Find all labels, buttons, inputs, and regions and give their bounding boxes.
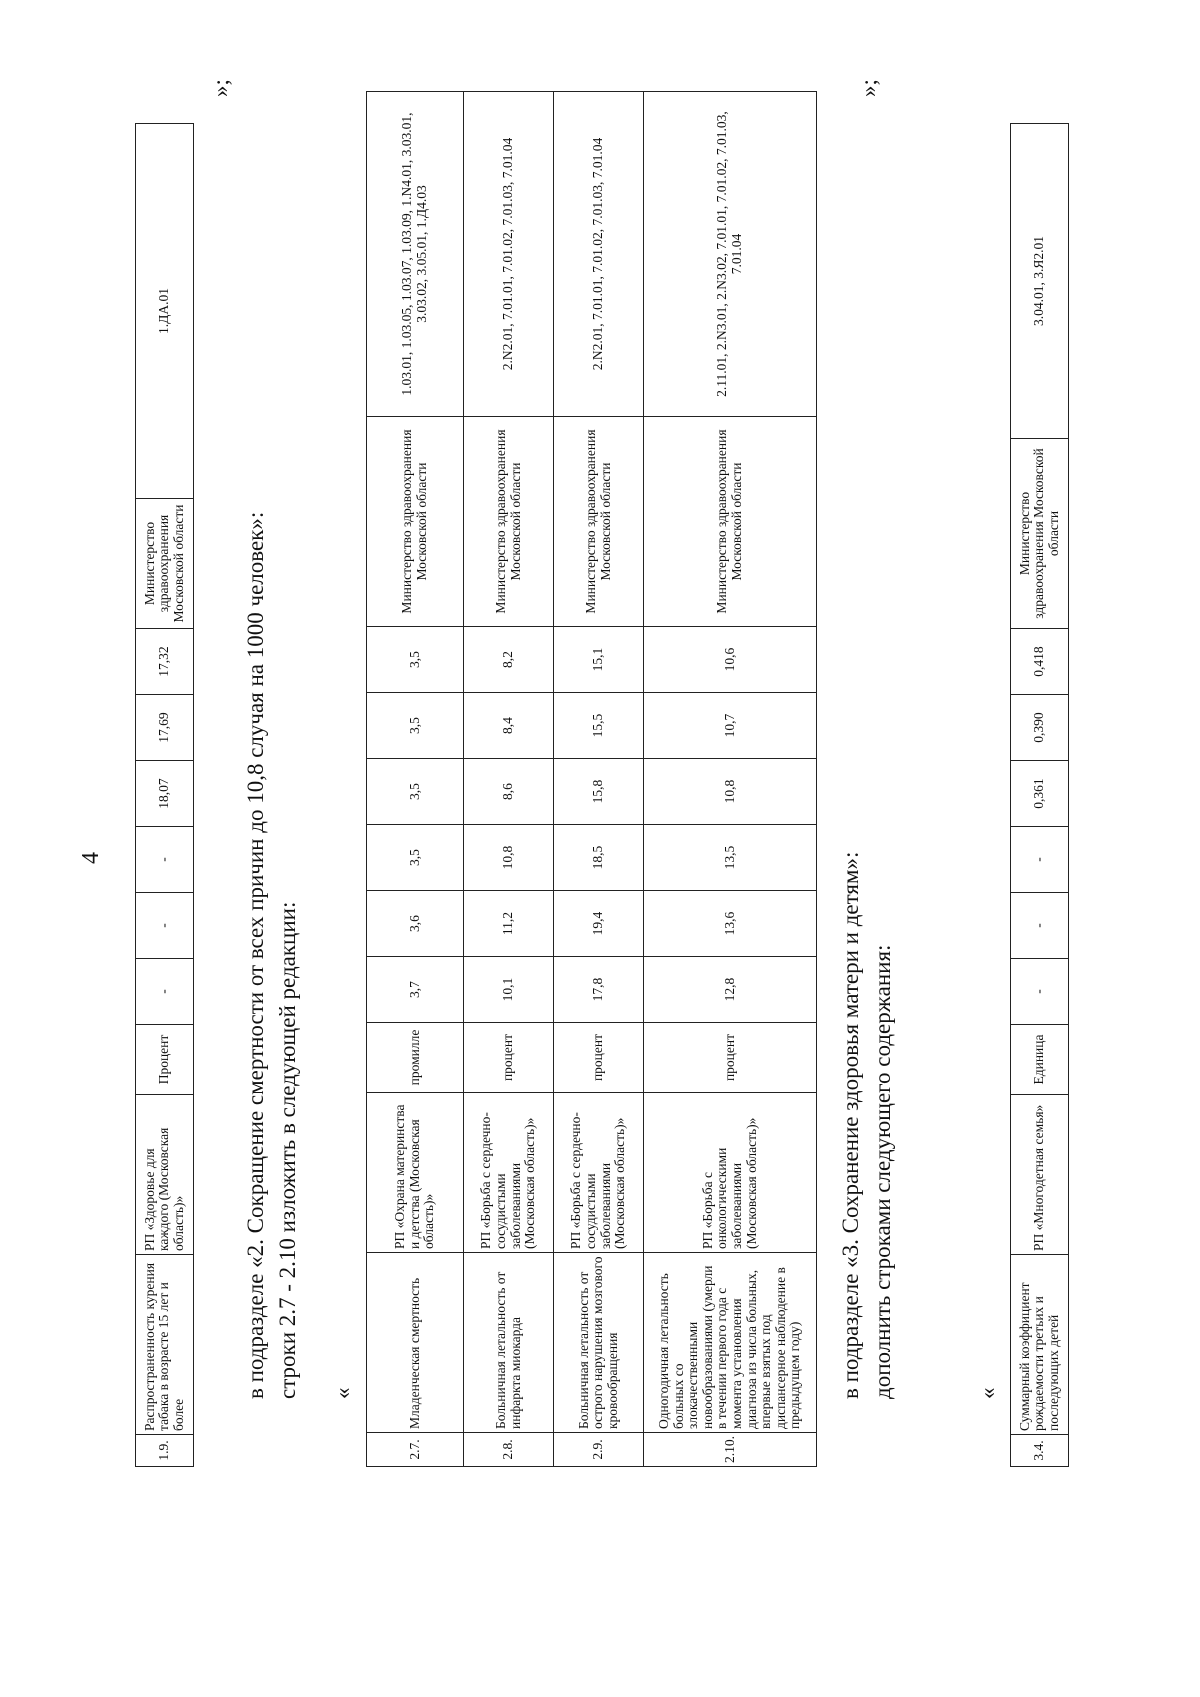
unit: Единица [1011,1025,1069,1095]
table-row [136,124,194,1467]
value-6: 17,32 [136,629,194,695]
value-1: 17,8 [554,957,644,1023]
value-6: 3,5 [367,627,464,693]
value-5: 3,5 [367,693,464,759]
indicator-name: Больничная летальность от инфаркта миокарда [464,1253,554,1433]
value-1: - [1011,959,1069,1025]
table-row [464,92,554,1467]
measure-codes: 1.03.01, 1.03.05, 1.03.07, 1.03.09, 1.N4.01, 3.03.01, 3.03.02, 3.05.01, 1.Д4.03 [367,92,464,417]
value-2: 11,2 [464,891,554,957]
unit: промилле [367,1023,464,1093]
paragraph-subsection-2-line-2: строки 2.7 - 2.10 изложить в следующей редакции: [275,901,300,1399]
value-3: 18,5 [554,825,644,891]
paragraph-subsection-3-line-2: дополнить строками следующего содержания: [870,944,895,1399]
measure-codes: 2.N2.01, 7.01.01, 7.01.02, 7.01.03, 7.01.04 [554,92,644,417]
value-4: 10,8 [644,759,817,825]
value-3: 13,5 [644,825,817,891]
indicator-name: Больничная летальность от острого нарушения мозгового кровообращения [554,1253,644,1433]
measure-codes: 1.ДА.01 [136,124,194,499]
value-2: - [136,893,194,959]
value-2: 3,6 [367,891,464,957]
indicators-table-top [135,123,194,1467]
value-5: 0,390 [1011,695,1069,761]
table-row [554,92,644,1467]
responsible-body: Министерство здравоохранения Московской области [554,417,644,627]
row-number: 1.9. [136,1435,194,1467]
value-4: 3,5 [367,759,464,825]
page-number: 4 [78,852,104,864]
value-4: 15,8 [554,759,644,825]
measure-codes: 3.04.01, 3.Я2.01 [1011,124,1069,439]
value-5: 15,5 [554,693,644,759]
value-2: 13,6 [644,891,817,957]
unit: процент [644,1023,817,1093]
value-1: 3,7 [367,957,464,1023]
indicator-name: Распространенность курения табака в возрасте 15 лет и более [136,1255,194,1435]
regional-project: РП «Охрана материнства и детства (Московская область)» [367,1093,464,1253]
measure-codes: 2.11.01, 2.N3.01, 2.N3.02, 7.01.01, 7.01.02, 7.01.03, 7.01.04 [644,92,817,417]
responsible-body: Министерство здравоохранения Московской области [464,417,554,627]
value-3: 10,8 [464,825,554,891]
indicator-name: Младенческая смертность [367,1253,464,1433]
unit: процент [464,1023,554,1093]
value-2: - [1011,893,1069,959]
value-4: 0,361 [1011,761,1069,827]
value-3: 3,5 [367,825,464,891]
row-number: 3.4. [1011,1435,1069,1467]
responsible-body: Министерство здравоохранения Московской области [1011,439,1069,629]
table-row [367,92,464,1467]
value-6: 8,2 [464,627,554,693]
indicators-table-middle [366,91,817,1467]
closing-quote: »; [856,79,881,97]
value-6: 15,1 [554,627,644,693]
value-1: - [136,959,194,1025]
value-3: - [136,827,194,893]
value-5: 8,4 [464,693,554,759]
unit: процент [554,1023,644,1093]
opening-quote: « [975,1387,1000,1399]
table-row [1011,124,1069,1467]
opening-quote: « [330,1387,355,1399]
table-row [644,92,817,1467]
closing-quote: »; [208,79,233,97]
indicator-name: Одногодичная летальность больных со злокачественными новообразованиями (умерли в течении первого года с момента установления диагноза из числа больных, впервые взятых под диспансерное наблюдение в предыдущем году) [644,1253,817,1433]
unit: Процент [136,1025,194,1095]
regional-project: РП «Многодетная семья» [1011,1095,1069,1255]
value-6: 0,418 [1011,629,1069,695]
measure-codes: 2.N2.01, 7.01.01, 7.01.02, 7.01.03, 7.01.04 [464,92,554,417]
indicators-table-bottom [1010,123,1069,1467]
value-4: 18,07 [136,761,194,827]
row-number: 2.7. [367,1433,464,1467]
regional-project: РП «Борьба с онкологическими заболеваниями (Московская область)» [644,1093,817,1253]
row-number: 2.8. [464,1433,554,1467]
regional-project: РП «Борьба с сердечно-сосудистыми заболеваниями (Московская область)» [554,1093,644,1253]
value-5: 10,7 [644,693,817,759]
row-number: 2.10. [644,1433,817,1467]
paragraph-subsection-2-line-1: в подразделе «2. Сокращение смертности от всех причин до 10,8 случая на 1000 человек»: [243,511,268,1399]
regional-project: РП «Борьба с сердечно-сосудистыми заболеваниями (Московская область)» [464,1093,554,1253]
value-2: 19,4 [554,891,644,957]
value-4: 8,6 [464,759,554,825]
responsible-body: Министерство здравоохранения Московской области [644,417,817,627]
indicator-name: Суммарный коэффициент рождаемости третьих и последующих детей [1011,1255,1069,1435]
value-1: 10,1 [464,957,554,1023]
row-number: 2.9. [554,1433,644,1467]
value-3: - [1011,827,1069,893]
paragraph-subsection-3-line-1: в подразделе «3. Сохранение здоровья матери и детям»: [838,851,863,1399]
responsible-body: Министерство здравоохранения Московской области [367,417,464,627]
responsible-body: Министерство здравоохранения Московской области [136,499,194,629]
value-5: 17,69 [136,695,194,761]
value-6: 10,6 [644,627,817,693]
regional-project: РП «Здоровье для каждого (Московская область)» [136,1095,194,1255]
value-1: 12,8 [644,957,817,1023]
